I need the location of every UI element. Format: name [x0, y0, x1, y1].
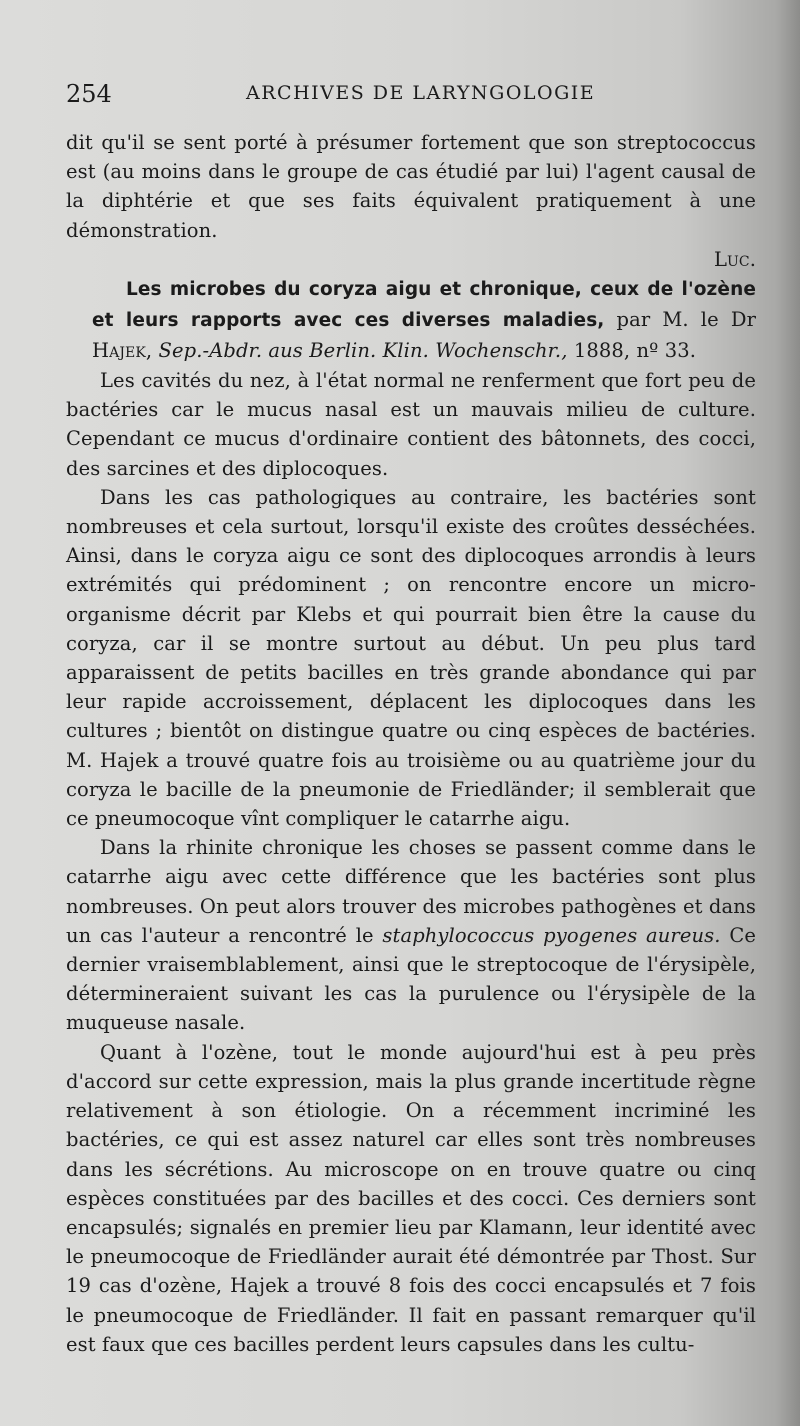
paragraph-2: Dans les cas pathologiques au contraire, les bactéries sont nombreuses et cela surtout, lorsqu'il existe des croûtes desséchées. Ainsi, dans le coryza aigu ce sont des diplocoques arrondis à leurs extrémités qui prédominent ; on rencontre encore un micro-organisme décrit par Klebs et qui pourrait bien être la cause du coryza, car il se montre surtout au début. Un peu plus tard apparaissent de petits bacilles en très grande abondance qui par leur rapide accroissement, déplacent les diplocoques dans les cultures ; bientôt on distingue quatre ou cinq espèces de bactéries. M. Hajek a trouvé quatre fois au troisième ou au quatrième jour du coryza le bacille de la pneumonie de Friedländer; il semblerait que ce pneumocoque vînt compliquer le catarrhe aigu.: [66, 485, 756, 831]
running-head: ARCHIVES DE LARYNGOLOGIE: [246, 82, 596, 104]
signature: Luc.: [713, 247, 756, 271]
article-title: Les microbes du coryza aigu et chronique, ceux de l'ozène et leurs rapports avec ces diverses maladies,: [92, 279, 756, 332]
article-by: par M. le Dr: [616, 308, 757, 332]
paragraph-1: Les cavités du nez, à l'état normal ne renferment que fort peu de bactéries car le mucus nasal est un mauvais milieu de culture. Cependant ce mucus d'ordinaire contient des bâtonnets, des cocci, des sarcines et des diplocoques.: [66, 369, 756, 480]
page-header: [66, 80, 760, 114]
species-name: staphylococcus pyogenes aureus.: [382, 923, 721, 947]
body-text: [66, 128, 756, 1359]
paragraph-3-part-a: Dans la rhinite chronique les choses se passent comme dans le catarrhe aigu avec cette différence que les bactéries sont plus nombreuses. On peut alors trouver des microbes pathogènes et dans un cas l'auteur a rencontré le: [66, 836, 756, 947]
article-heading: [66, 274, 756, 366]
paragraph-3: [66, 833, 756, 1037]
page-number: 254: [66, 80, 112, 108]
article-issue: 1888, nº 33.: [573, 339, 697, 363]
paragraph-4: Quant à l'ozène, tout le monde aujourd'hui est à peu près d'accord sur cette expression, mais la plus grande incertitude règne relativement à son étiologie. On a récemment incriminé les bactéries, ce qui est assez naturel car elles sont très nombreuses dans les sécrétions. Au microscope on en trouve quatre ou cinq espèces constituées par des bacilles et des cocci. Ces derniers sont encapsulés; signalés en premier lieu par Klamann, leur identité avec le pneumocoque de Friedländer aurait été démontrée par Thost. Sur 19 cas d'ozène, Hajek a trouvé 8 fois des cocci encapsulés et 7 fois le pneumocoque de Friedländer. Il fait en passant remarquer qu'il est faux que ces bacilles perdent leurs capsules dans les cultu-: [66, 1040, 756, 1356]
article-author: Hajek,: [92, 339, 153, 363]
intro-paragraph: dit qu'il se sent porté à présumer fortement que son streptococcus est (au moins dans le groupe de cas étudié par lui) l'agent causal de la diphtérie et que ses faits équivalent pratiquement à une démonstration.: [66, 131, 756, 242]
paragraph-3-part-b: Ce dernier vraisemblablement, ainsi que le streptocoque de l'érysipèle, détermineraient suivant les cas la purulence ou l'érysipèle de la muqueuse nasale.: [66, 923, 756, 1035]
article-source: Sep.-Abdr. aus Berlin. Klin. Wochenschr.,: [158, 339, 568, 363]
